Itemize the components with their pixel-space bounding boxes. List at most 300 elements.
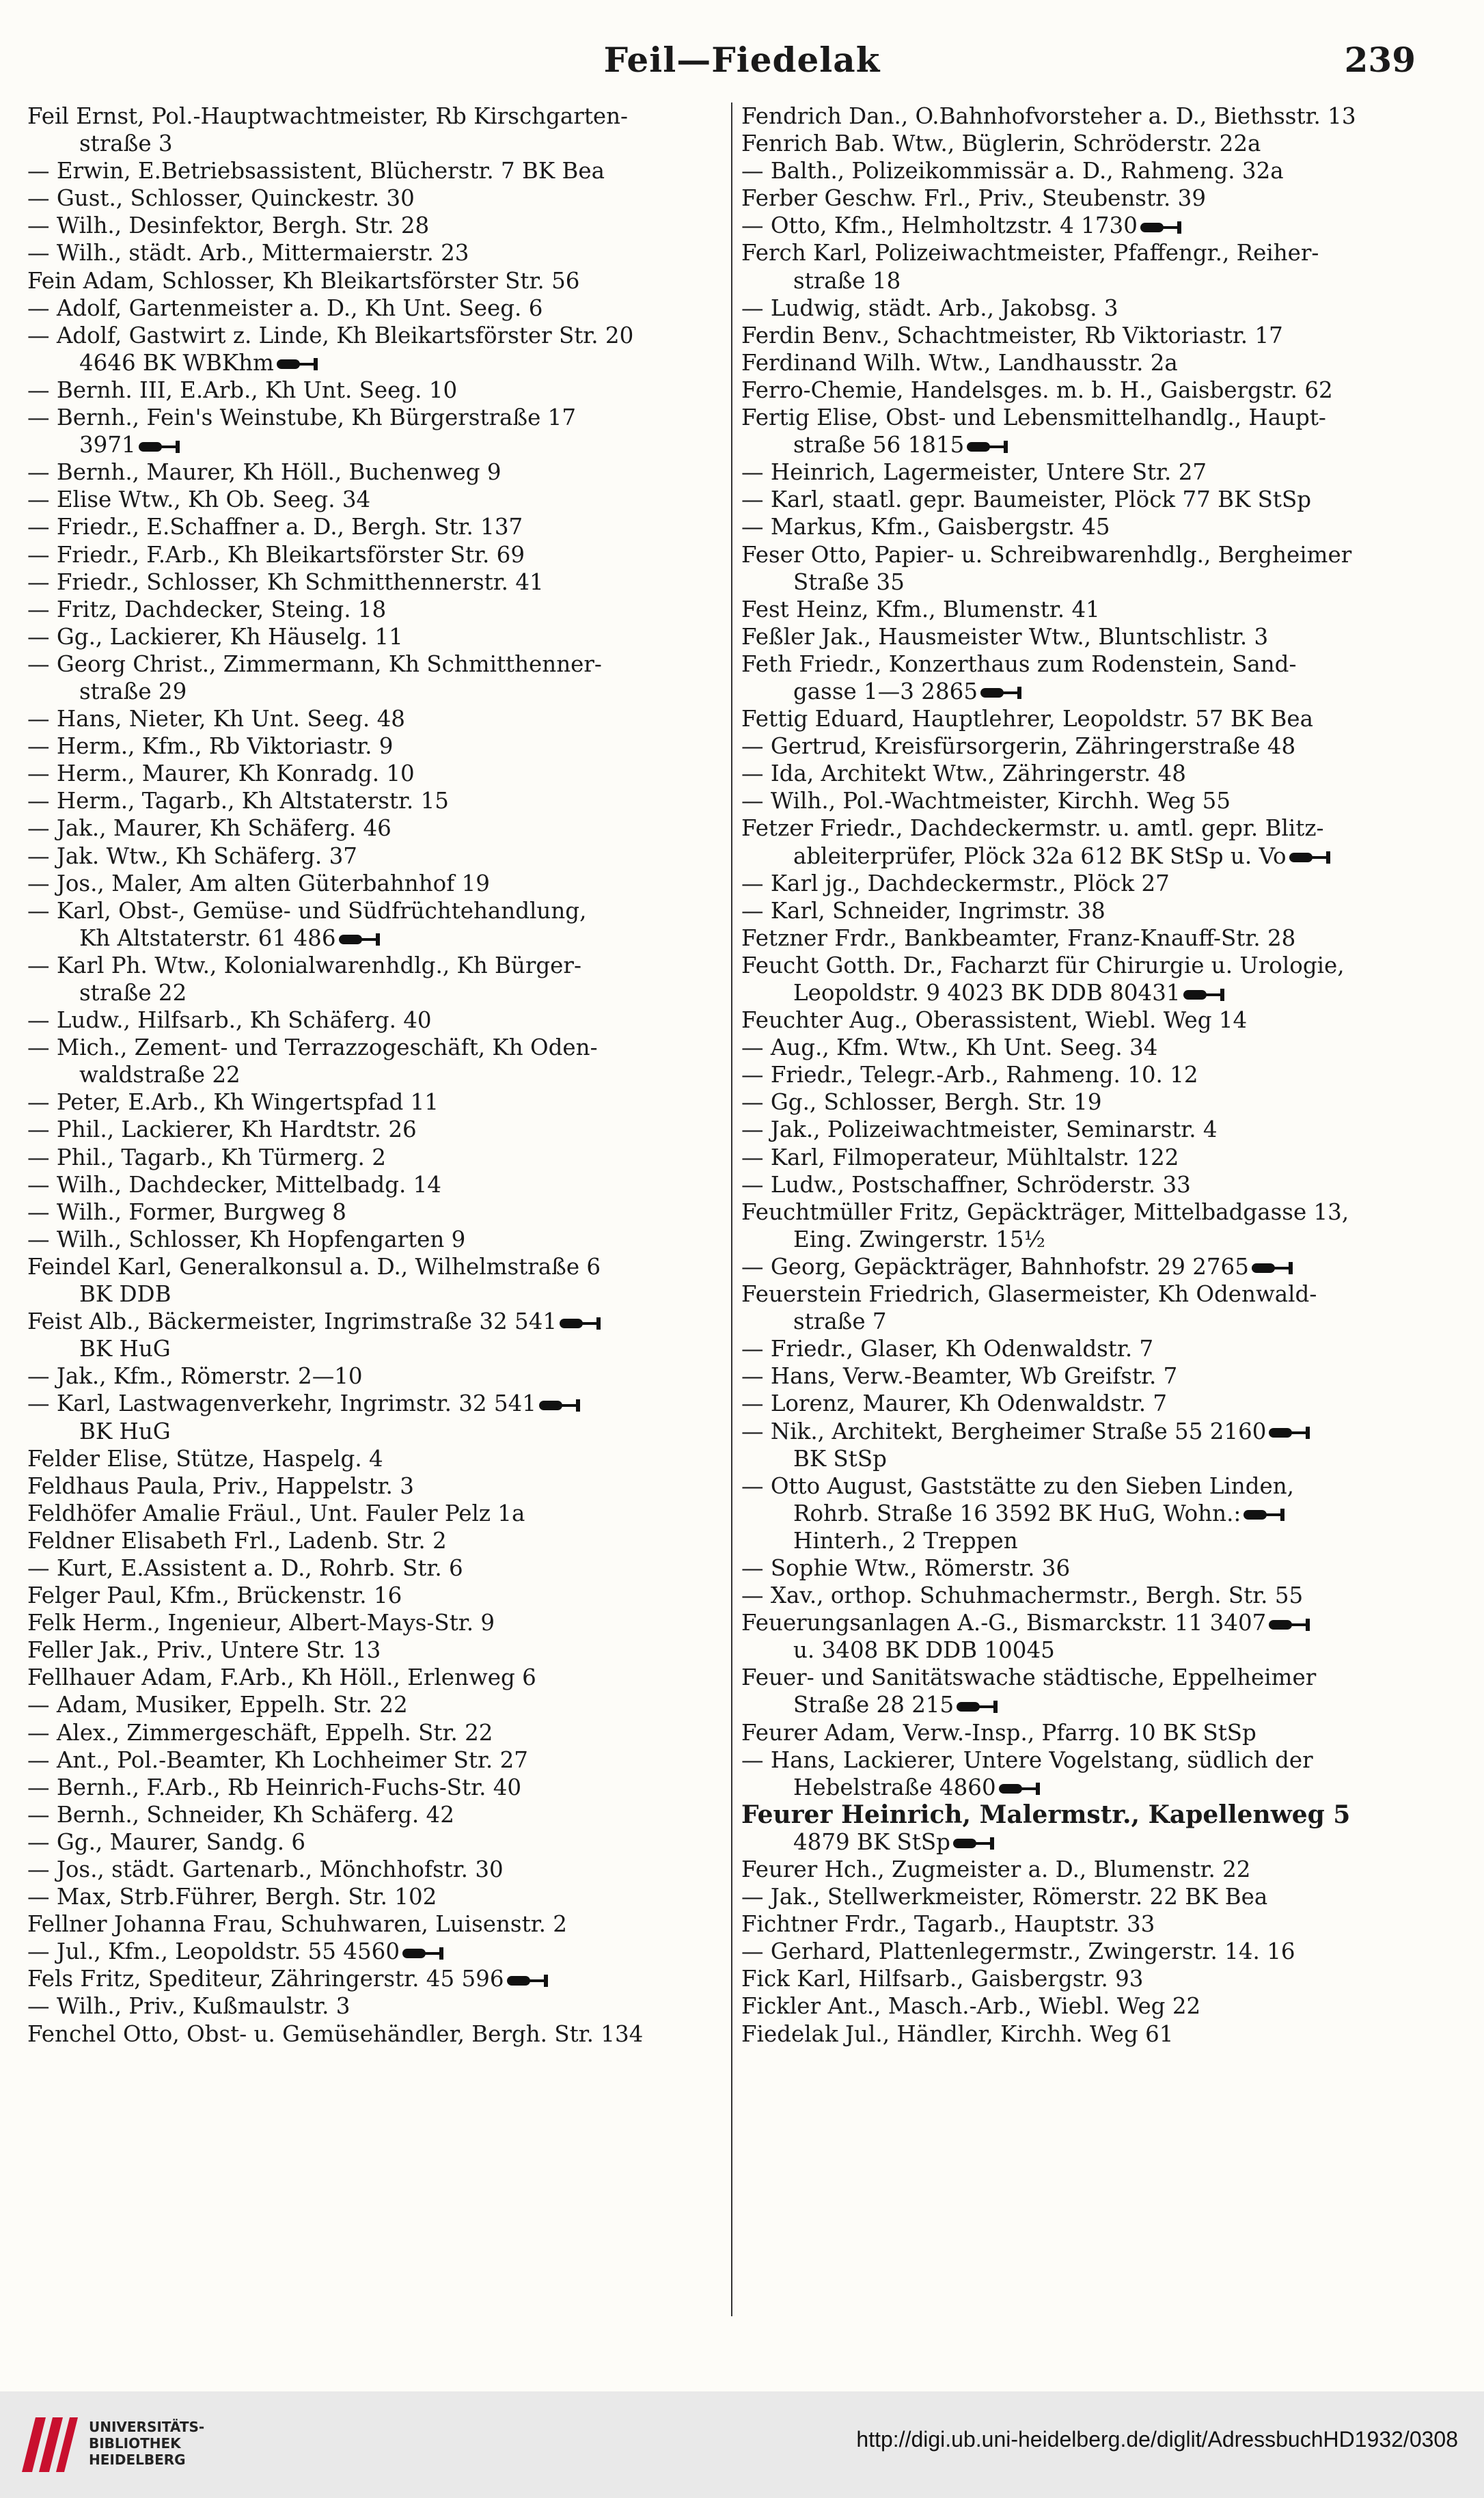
entry-text: — Alex., Zimmergeschäft, Eppelh. Str. 22 — [27, 1719, 493, 1746]
entry-text: straße 7 — [793, 1308, 887, 1335]
directory-entry-line — [741, 1280, 1431, 1308]
directory-entry-line — [741, 952, 1431, 979]
entry-text: Feßler Jak., Hausmeister Wtw., Bluntschlistr. 3 — [741, 623, 1269, 650]
entry-text: — Jos., städt. Gartenarb., Mönchhofstr. 30 — [27, 1856, 504, 1882]
directory-entry-line — [741, 1527, 1431, 1554]
entry-text: — Georg Christ., Zimmermann, Kh Schmitthenner- — [27, 650, 602, 677]
entry-text: Feucht Gotth. Dr., Facharzt für Chirurgie u. Urologie, — [741, 952, 1345, 978]
directory-entry-line — [741, 212, 1431, 239]
directory-entry-line — [27, 979, 717, 1006]
directory-entry-line — [27, 952, 717, 979]
directory-entry-line — [27, 1362, 717, 1390]
directory-entry-line — [27, 322, 717, 349]
entry-text: Eing. Zwingerstr. 15½ — [793, 1226, 1046, 1252]
directory-entry-line — [27, 897, 717, 924]
directory-entry-line — [27, 513, 717, 540]
source-url-link[interactable]: http://digi.ub.uni-heidelberg.de/diglit/AdressbuchHD1932/0308 — [856, 2427, 1458, 2452]
directory-entry-line — [27, 1554, 717, 1582]
directory-entry-line — [741, 1088, 1431, 1116]
library-name — [89, 2419, 204, 2468]
directory-entry-line — [741, 1116, 1431, 1143]
entry-text: Ferch Karl, Polizeiwachtmeister, Pfaffengr., Reiher- — [741, 240, 1319, 266]
entry-text: Fickler Ant., Masch.-Arb., Wiebl. Weg 22 — [741, 1993, 1201, 2020]
telephone-icon — [539, 1398, 583, 1413]
directory-entry-line — [741, 650, 1431, 678]
directory-entry-line — [27, 678, 717, 705]
directory-entry-line — [741, 1500, 1431, 1527]
entry-text: — Wilh., städt. Arb., Mittermaierstr. 23 — [27, 240, 469, 266]
telephone-icon — [957, 1699, 1000, 1714]
entry-text: — Friedr., Glaser, Kh Odenwaldstr. 7 — [741, 1336, 1154, 1362]
telephone-icon — [980, 685, 1024, 700]
entry-text: Fellner Johanna Frau, Schuhwaren, Luisenstr. 2 — [27, 1911, 567, 1938]
entry-text: Ferdin Benv., Schachtmeister, Rb Viktoriastr. 17 — [741, 322, 1283, 348]
directory-entry-line — [27, 1992, 717, 2020]
entry-text: — Peter, E.Arb., Kh Wingertspfad 11 — [27, 1089, 439, 1116]
entry-text: — Karl jg., Dachdeckermstr., Plöck 27 — [741, 870, 1170, 896]
directory-entry-line — [27, 349, 717, 376]
entry-text: — Karl, Obst-, Gemüse- und Südfrüchtehandlung, — [27, 897, 587, 924]
directory-entry-line — [27, 1061, 717, 1088]
directory-entry-line — [27, 1445, 717, 1472]
entry-text: Hebelstraße 4860 — [793, 1774, 996, 1800]
directory-entry-line — [741, 2020, 1431, 2048]
entry-text: Ferdinand Wilh. Wtw., Landhausstr. 2a — [741, 349, 1178, 376]
entry-text: — Gg., Lackierer, Kh Häuselg. 11 — [27, 623, 403, 650]
entry-text: — Jos., Maler, Am alten Güterbahnhof 19 — [27, 870, 490, 896]
entry-text: — Gg., Schlosser, Bergh. Str. 19 — [741, 1089, 1102, 1116]
entry-text: — Ludwig, städt. Arb., Jakobsg. 3 — [741, 294, 1118, 321]
entry-text: Leopoldstr. 9 4023 BK DDB 80431 — [793, 980, 1181, 1006]
directory-entry-line — [741, 1308, 1431, 1335]
entry-text: Feldhaus Paula, Priv., Happelstr. 3 — [27, 1472, 414, 1499]
entry-text: — Karl Ph. Wtw., Kolonialwarenhdlg., Kh Bürger- — [27, 952, 581, 978]
entry-text: — Gertrud, Kreisfürsorgerin, Zähringerstraße 48 — [741, 733, 1296, 760]
directory-entry-line — [27, 787, 717, 814]
directory-entry-line — [27, 568, 717, 596]
entry-text: — Georg, Gepäckträger, Bahnhofstr. 29 2765 — [741, 1253, 1249, 1280]
directory-entry-line — [741, 897, 1431, 924]
entry-text: — Karl, staatl. gepr. Baumeister, Plöck 77 BK StSp — [741, 486, 1312, 513]
directory-entry-line — [741, 568, 1431, 596]
directory-entry-line — [27, 458, 717, 486]
directory-entry-line — [741, 1938, 1431, 1965]
directory-entry-line — [741, 1006, 1431, 1034]
directory-entry-line — [27, 404, 717, 431]
directory-entry-line — [27, 1609, 717, 1636]
entry-text: — Bernh., F.Arb., Rb Heinrich-Fuchs-Str. 40 — [27, 1774, 522, 1800]
directory-entry-line — [741, 732, 1431, 760]
directory-entry-line — [27, 870, 717, 897]
entry-text: Ferber Geschw. Frl., Priv., Steubenstr. 39 — [741, 185, 1207, 212]
telephone-icon — [560, 1316, 603, 1331]
entry-text: — Wilh., Former, Burgweg 8 — [27, 1198, 346, 1225]
library-name-line2: BIBLIOTHEK — [89, 2435, 181, 2452]
directory-entry-line — [27, 1582, 717, 1609]
directory-entry-line — [27, 650, 717, 678]
directory-entry-line — [741, 1691, 1431, 1718]
directory-entry-line — [741, 1445, 1431, 1472]
entry-text: Feldner Elisabeth Frl., Ladenb. Str. 2 — [27, 1527, 447, 1554]
entry-text: 4646 BK WBKhm — [79, 349, 274, 376]
entry-text: — Mich., Zement- und Terrazzogeschäft, Kh Oden- — [27, 1034, 598, 1061]
entry-text: — Jak., Maurer, Kh Schäferg. 46 — [27, 815, 391, 842]
entry-text: Feindel Karl, Generalkonsul a. D., Wilhelmstraße 6 — [27, 1253, 601, 1280]
university-library-logo-icon — [15, 2411, 83, 2479]
directory-entry-line — [27, 184, 717, 212]
directory-entry-line — [741, 842, 1431, 870]
directory-entry-line — [27, 623, 717, 650]
entry-text: straße 3 — [79, 131, 173, 157]
entry-text: Fellhauer Adam, F.Arb., Kh Höll., Erlenweg 6 — [27, 1664, 536, 1691]
left-column — [27, 102, 717, 2048]
telephone-icon — [1183, 987, 1227, 1002]
entry-text: ableiterprüfer, Plöck 32a 612 BK StSp u. Vo — [793, 842, 1287, 869]
directory-entry-line — [741, 1774, 1431, 1801]
directory-entry-line — [27, 1746, 717, 1774]
directory-entry-line — [27, 2020, 717, 2048]
entry-text: Fest Heinz, Kfm., Blumenstr. 41 — [741, 596, 1100, 622]
entry-text: — Bernh., Schneider, Kh Schäferg. 42 — [27, 1801, 454, 1828]
library-name-line3: HEIDELBERG — [89, 2452, 186, 2468]
directory-entry-line — [741, 1636, 1431, 1664]
directory-entry-line — [741, 1253, 1431, 1280]
directory-entry-line — [27, 239, 717, 266]
entry-text: — Otto August, Gaststätte zu den Sieben Linden, — [741, 1472, 1294, 1499]
entry-text: — Jak., Polizeiwachtmeister, Seminarstr. 4 — [741, 1116, 1218, 1143]
telephone-icon — [339, 932, 383, 947]
telephone-icon — [1289, 850, 1333, 865]
entry-text: Kh Altstaterstr. 61 486 — [79, 924, 336, 951]
directory-entry-line — [27, 212, 717, 239]
directory-entry-line — [741, 1828, 1431, 1856]
directory-entry-line — [27, 596, 717, 623]
entry-text: straße 22 — [79, 980, 187, 1006]
entry-text: — Phil., Lackierer, Kh Hardtstr. 26 — [27, 1116, 417, 1143]
directory-entry-line — [27, 1418, 717, 1445]
directory-entry-line — [27, 1308, 717, 1335]
entry-text: — Lorenz, Maurer, Kh Odenwaldstr. 7 — [741, 1390, 1168, 1417]
entry-text: — Friedr., Schlosser, Kh Schmitthennerstr. 41 — [27, 568, 544, 595]
directory-entry-line — [27, 1801, 717, 1828]
entry-text: — Nik., Architekt, Bergheimer Straße 55 2160 — [741, 1418, 1267, 1444]
entry-text: — Ant., Pol.-Beamter, Kh Lochheimer Str. 27 — [27, 1746, 528, 1773]
directory-entry-line — [741, 814, 1431, 842]
directory-entry-line — [27, 1171, 717, 1198]
library-name-line1: UNIVERSITÄTS- — [89, 2419, 205, 2435]
entry-text: — Hans, Lackierer, Untere Vogelstang, südlich der — [741, 1746, 1313, 1773]
entry-text: Felk Herm., Ingenieur, Albert-Mays-Str. 9 — [27, 1610, 495, 1636]
entry-text: — Adolf, Gartenmeister a. D., Kh Unt. Seeg. 6 — [27, 294, 543, 321]
entry-text: — Bernh., Maurer, Kh Höll., Buchenweg 9 — [27, 459, 501, 486]
entry-text: Feist Alb., Bäckermeister, Ingrimstraße 32 541 — [27, 1308, 558, 1335]
directory-entry-line — [27, 431, 717, 458]
telephone-icon — [1269, 1617, 1313, 1632]
entry-text: — Wilh., Pol.-Wachtmeister, Kirchh. Weg 55 — [741, 788, 1231, 814]
directory-entry-line — [27, 1856, 717, 1883]
entry-text: Feuchtmüller Fritz, Gepäckträger, Mittelbadgasse 13, — [741, 1198, 1349, 1225]
directory-entry-line — [741, 130, 1431, 157]
directory-entry-line — [741, 239, 1431, 266]
entry-text: — Erwin, E.Betriebsassistent, Blücherstr. 7 BK Bea — [27, 158, 605, 184]
directory-entry-line — [741, 1554, 1431, 1582]
directory-entry-line — [27, 486, 717, 513]
entry-text: — Gg., Maurer, Sandg. 6 — [27, 1828, 306, 1855]
entry-text: — Ida, Architekt Wtw., Zähringerstr. 48 — [741, 760, 1186, 787]
directory-entry-line — [27, 1965, 717, 1992]
entry-text: Feurer Heinrich, Malermstr., Kapellenweg 5 — [741, 1800, 1351, 1828]
directory-entry-line — [741, 486, 1431, 513]
directory-entry-line — [741, 1746, 1431, 1774]
entry-text: — Wilh., Schlosser, Kh Hopfengarten 9 — [27, 1226, 466, 1252]
entry-text: Fettig Eduard, Hauptlehrer, Leopoldstr. 57 BK Bea — [741, 706, 1313, 732]
telephone-icon — [402, 1946, 446, 1961]
entry-text: Fein Adam, Schlosser, Kh Bleikartsförster Str. 56 — [27, 267, 580, 294]
entry-text: Straße 35 — [793, 568, 905, 595]
directory-entry-line — [27, 541, 717, 568]
entry-text: — Herm., Kfm., Rb Viktoriastr. 9 — [27, 733, 394, 760]
directory-entry-line — [741, 1582, 1431, 1609]
directory-entry-line — [741, 349, 1431, 376]
directory-entry-line — [741, 979, 1431, 1006]
entry-text: — Ludw., Hilfsarb., Kh Schäferg. 40 — [27, 1007, 432, 1034]
directory-entry-line — [27, 1719, 717, 1746]
entry-text: — Sophie Wtw., Römerstr. 36 — [741, 1554, 1071, 1581]
entry-text: — Phil., Tagarb., Kh Türmerg. 2 — [27, 1144, 386, 1170]
entry-text: waldstraße 22 — [79, 1062, 241, 1088]
entry-text: gasse 1—3 2865 — [793, 678, 978, 704]
entry-text: straße 29 — [79, 678, 187, 704]
directory-entry-line — [27, 130, 717, 157]
directory-entry-line — [741, 760, 1431, 787]
entry-text: — Adolf, Gastwirt z. Linde, Kh Bleikartsförster Str. 20 — [27, 322, 634, 348]
entry-text: — Wilh., Dachdecker, Mittelbadg. 14 — [27, 1171, 441, 1198]
directory-entry-line — [741, 184, 1431, 212]
telephone-icon — [1243, 1507, 1287, 1522]
entry-text: — Herm., Tagarb., Kh Altstaterstr. 15 — [27, 788, 449, 814]
directory-entry-line — [27, 294, 717, 322]
directory-entry-line — [741, 678, 1431, 705]
directory-entry-line — [741, 1910, 1431, 1938]
directory-entry-line — [741, 157, 1431, 184]
entry-text: Felger Paul, Kfm., Brückenstr. 16 — [27, 1582, 402, 1609]
directory-entry-line — [741, 1335, 1431, 1362]
entry-text: Feuerstein Friedrich, Glasermeister, Kh Odenwald- — [741, 1281, 1317, 1308]
directory-entry-line — [27, 1472, 717, 1500]
directory-entry-line — [741, 1362, 1431, 1390]
telephone-icon — [507, 1973, 551, 1988]
directory-entry-line — [27, 1144, 717, 1171]
entry-text: Straße 28 215 — [793, 1692, 954, 1718]
telephone-icon — [967, 439, 1011, 454]
entry-text: Ferro-Chemie, Handelsges. m. b. H., Gaisbergstr. 62 — [741, 376, 1333, 403]
entry-text: BK HuG — [79, 1418, 171, 1444]
directory-entry-line — [741, 404, 1431, 431]
entry-text: — Friedr., E.Schaffner a. D., Bergh. Str. 137 — [27, 514, 523, 540]
directory-entry-line — [27, 1253, 717, 1280]
page-title: Feil—Fiedelak — [603, 40, 881, 80]
directory-entry-line — [27, 1774, 717, 1801]
entry-text: Feil Ernst, Pol.-Hauptwachtmeister, Rb Kirschgarten- — [27, 103, 629, 129]
entry-text: — Bernh. III, E.Arb., Kh Unt. Seeg. 10 — [27, 376, 458, 403]
entry-text: — Otto, Kfm., Helmholtzstr. 4 1730 — [741, 212, 1138, 239]
entry-text: Fels Fritz, Spediteur, Zähringerstr. 45 596 — [27, 1966, 504, 1992]
entry-text: BK DDB — [79, 1281, 171, 1308]
telephone-icon — [277, 357, 320, 372]
entry-text: BK HuG — [79, 1336, 171, 1362]
entry-text: — Hans, Verw.-Beamter, Wb Greifstr. 7 — [741, 1363, 1178, 1390]
telephone-icon — [1269, 1425, 1313, 1440]
directory-entry-line — [741, 870, 1431, 897]
directory-entry-line — [741, 1418, 1431, 1445]
directory-entry-line — [27, 1938, 717, 1965]
entry-text: straße 56 1815 — [793, 432, 965, 458]
directory-entry-line — [27, 842, 717, 870]
entry-text: — Ludw., Postschaffner, Schröderstr. 33 — [741, 1171, 1191, 1198]
directory-entry-line — [27, 1910, 717, 1938]
directory-entry-line — [741, 1883, 1431, 1910]
entry-text: — Jak. Wtw., Kh Schäferg. 37 — [27, 842, 357, 869]
directory-entry-line — [27, 705, 717, 732]
directory-entry-line — [27, 1226, 717, 1253]
directory-entry-line — [741, 1472, 1431, 1500]
directory-entry-line — [741, 1226, 1431, 1253]
entry-text: Felder Elise, Stütze, Haspelg. 4 — [27, 1445, 383, 1472]
page-number: 239 — [1344, 40, 1416, 80]
directory-entry-line — [27, 924, 717, 952]
entry-text: — Karl, Schneider, Ingrimstr. 38 — [741, 897, 1105, 924]
directory-entry-line — [27, 1088, 717, 1116]
entry-text: — Wilh., Priv., Kußmaulstr. 3 — [27, 1993, 351, 2020]
directory-entry-line — [741, 1171, 1431, 1198]
entry-text: Feuerungsanlagen A.-G., Bismarckstr. 11 3407 — [741, 1610, 1267, 1636]
directory-entry-line — [27, 814, 717, 842]
entry-text: — Karl, Lastwagenverkehr, Ingrimstr. 32 541 — [27, 1390, 536, 1417]
entry-text: Fetzer Friedr., Dachdeckermstr. u. amtl. gepr. Blitz- — [741, 815, 1324, 842]
entry-text: — Heinrich, Lagermeister, Untere Str. 27 — [741, 459, 1207, 486]
entry-text: Fichtner Frdr., Tagarb., Hauptstr. 33 — [741, 1911, 1155, 1938]
footer-bar — [0, 2391, 1484, 2498]
entry-text: — Wilh., Desinfektor, Bergh. Str. 28 — [27, 212, 430, 239]
right-column — [741, 102, 1431, 2048]
directory-entry-line — [741, 1664, 1431, 1691]
directory-entry-line — [741, 1992, 1431, 2020]
entry-text: straße 18 — [793, 267, 901, 294]
entry-text: — Elise Wtw., Kh Ob. Seeg. 34 — [27, 486, 371, 513]
directory-entry-line — [27, 1500, 717, 1527]
directory-entry-line — [741, 1609, 1431, 1636]
directory-entry-line — [741, 1965, 1431, 1992]
directory-entry-line — [741, 705, 1431, 732]
directory-entry-line — [741, 431, 1431, 458]
entry-text: Fetzner Frdr., Bankbeamter, Franz-Knauff-Str. 28 — [741, 924, 1296, 951]
directory-entry-line — [741, 267, 1431, 294]
directory-entry-line — [741, 1856, 1431, 1883]
directory-entry-line — [27, 267, 717, 294]
entry-text: Feth Friedr., Konzerthaus zum Rodenstein, Sand- — [741, 650, 1297, 677]
telephone-icon — [1252, 1261, 1295, 1276]
directory-entry-line — [741, 1719, 1431, 1746]
entry-text: Feurer Adam, Verw.-Insp., Pfarrg. 10 BK StSp — [741, 1719, 1256, 1746]
directory-entry-line — [27, 1198, 717, 1226]
entry-text: u. 3408 BK DDB 10045 — [793, 1637, 1055, 1664]
entry-text: — Max, Strb.Führer, Bergh. Str. 102 — [27, 1884, 437, 1910]
directory-entry-line — [741, 376, 1431, 404]
directory-entry-line — [27, 1664, 717, 1691]
directory-entry-line — [27, 760, 717, 787]
entry-text: — Jak., Stellwerkmeister, Römerstr. 22 BK Bea — [741, 1884, 1268, 1910]
directory-entry-line — [741, 294, 1431, 322]
entry-text: 4879 BK StSp — [793, 1828, 950, 1855]
entry-text: Feuchter Aug., Oberassistent, Wiebl. Weg 14 — [741, 1007, 1248, 1034]
entry-text: Rohrb. Straße 16 3592 BK HuG, Wohn.: — [793, 1500, 1241, 1526]
directory-entry-line — [741, 102, 1431, 130]
directory-entry-line — [741, 924, 1431, 952]
directory-entry-line — [27, 1636, 717, 1664]
directory-entry-line — [741, 1390, 1431, 1417]
directory-entry-line — [27, 1390, 717, 1417]
directory-entry-line — [741, 513, 1431, 540]
entry-text: — Aug., Kfm. Wtw., Kh Unt. Seeg. 34 — [741, 1034, 1158, 1061]
entry-text: — Friedr., Telegr.-Arb., Rahmeng. 10. 12 — [741, 1062, 1198, 1088]
directory-entry-line — [27, 376, 717, 404]
directory-entry-line — [27, 1883, 717, 1910]
entry-text: Feser Otto, Papier- u. Schreibwarenhdlg., Bergheimer — [741, 541, 1352, 568]
directory-entry-line — [741, 1801, 1431, 1828]
column-divider — [731, 102, 732, 2316]
entry-text: — Bernh., Fein's Weinstube, Kh Bürgerstraße 17 — [27, 404, 577, 431]
entry-text: — Karl, Filmoperateur, Mühltalstr. 122 — [741, 1144, 1179, 1170]
telephone-icon — [999, 1781, 1043, 1796]
entry-text: Fiedelak Jul., Händler, Kirchh. Weg 61 — [741, 2020, 1174, 2047]
directory-entry-line — [27, 1691, 717, 1718]
directory-entry-line — [741, 1198, 1431, 1226]
entry-text: — Adam, Musiker, Eppelh. Str. 22 — [27, 1692, 408, 1718]
entry-text: Fenchel Otto, Obst- u. Gemüsehändler, Bergh. Str. 134 — [27, 2020, 644, 2047]
directory-entry-line — [741, 1144, 1431, 1171]
directory-entry-line — [741, 623, 1431, 650]
directory-entry-line — [27, 1335, 717, 1362]
entry-text: 3971 — [79, 432, 136, 458]
entry-text: — Gerhard, Plattenlegermstr., Zwingerstr. 14. 16 — [741, 1938, 1295, 1965]
entry-text: Fertig Elise, Obst- und Lebensmittelhandlg., Haupt- — [741, 404, 1326, 431]
directory-entry-line — [27, 1006, 717, 1034]
entry-text: Fendrich Dan., O.Bahnhofvorsteher a. D., Biethsstr. 13 — [741, 103, 1356, 129]
directory-entry-line — [27, 1280, 717, 1308]
entry-text: Hinterh., 2 Treppen — [793, 1527, 1018, 1554]
directory-entry-line — [27, 1116, 717, 1143]
entry-text: — Jul., Kfm., Leopoldstr. 55 4560 — [27, 1938, 400, 1965]
entry-text: — Jak., Kfm., Römerstr. 2—10 — [27, 1363, 363, 1390]
directory-entry-line — [27, 157, 717, 184]
telephone-icon — [1140, 220, 1184, 235]
directory-entry-line — [27, 1828, 717, 1856]
directory-entry-line — [741, 458, 1431, 486]
entry-text: — Kurt, E.Assistent a. D., Rohrb. Str. 6 — [27, 1554, 463, 1581]
entry-text: — Herm., Maurer, Kh Konradg. 10 — [27, 760, 415, 787]
telephone-icon — [953, 1836, 997, 1851]
directory-entry-line — [27, 1527, 717, 1554]
entry-text: BK StSp — [793, 1445, 887, 1472]
entry-text: — Fritz, Dachdecker, Steing. 18 — [27, 596, 387, 622]
entry-text: — Markus, Kfm., Gaisbergstr. 45 — [741, 514, 1110, 540]
entry-text: Feller Jak., Priv., Untere Str. 13 — [27, 1637, 381, 1664]
entry-text: Feldhöfer Amalie Fräul., Unt. Fauler Pelz 1a — [27, 1500, 525, 1526]
entry-text: — Hans, Nieter, Kh Unt. Seeg. 48 — [27, 706, 405, 732]
entry-text: Feuer- und Sanitätswache städtische, Eppelheimer — [741, 1664, 1317, 1691]
page-header — [0, 40, 1484, 87]
entry-text: Fenrich Bab. Wtw., Büglerin, Schröderstr. 22a — [741, 131, 1261, 157]
